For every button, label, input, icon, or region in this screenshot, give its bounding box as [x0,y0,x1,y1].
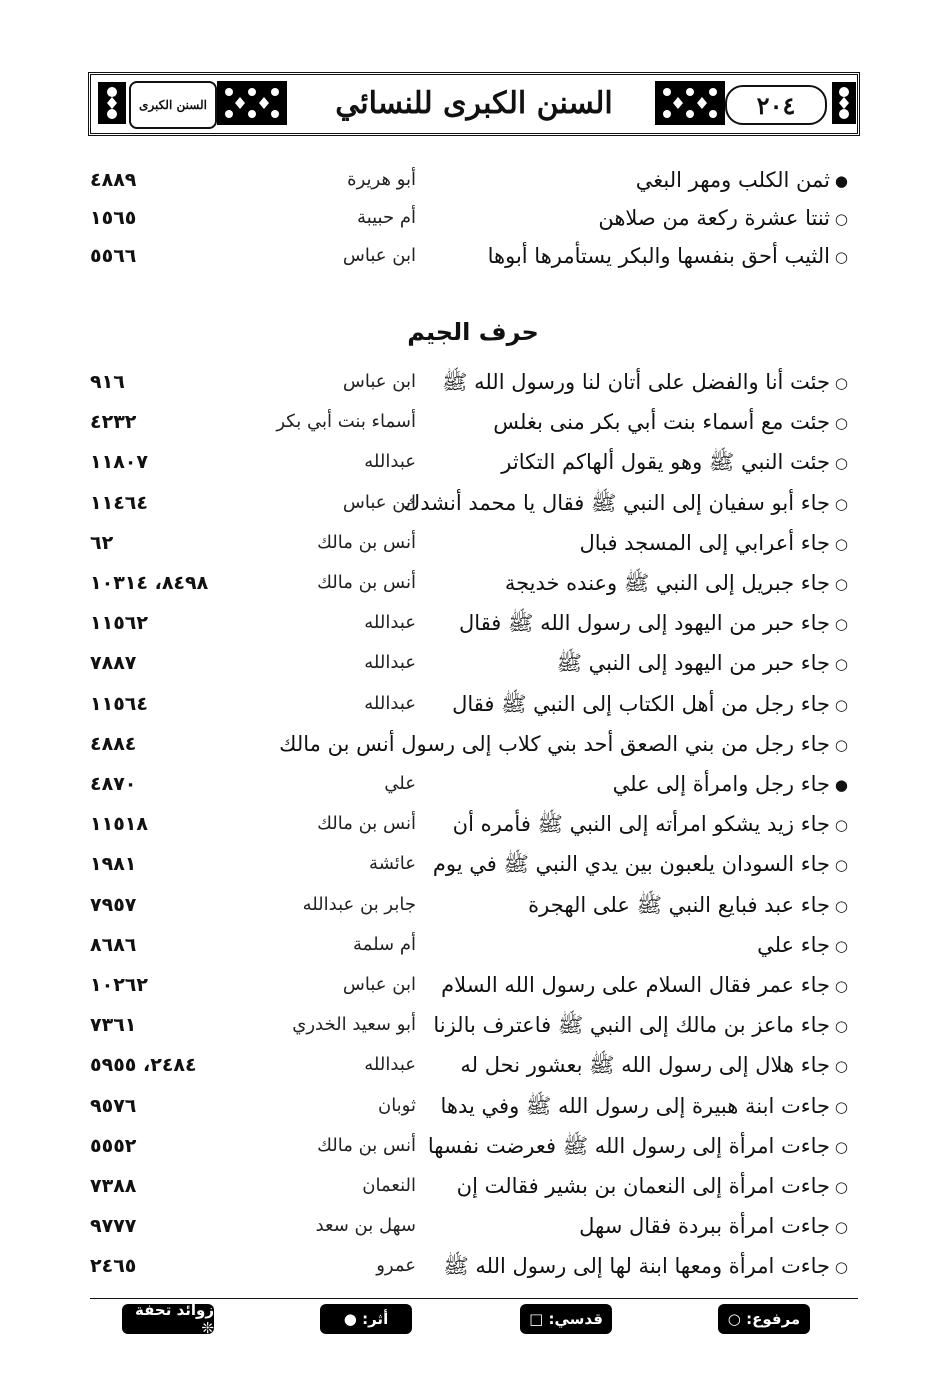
legend-zawaid: زوائد تحفة ❊ [122,1304,214,1334]
narrator: النعمان [362,1175,416,1196]
hadith-text: الثيب أحق بنفسها والبكر يستأمرها أبوها [487,244,830,268]
bullet-icon: ● [834,776,848,794]
hadith-text: جاءت ابنة هبيرة إلى رسول الله ﷺ وفي يدها [440,1094,830,1118]
narrator: أنس بن مالك [317,572,416,593]
bullet-icon: ○ [834,414,848,432]
bullet-icon: ○ [834,1258,848,1276]
reference-number: ٥٥٦٦ [90,245,137,267]
section-heading: حرف الجيم [407,318,539,346]
bullet-icon: ○ [834,374,848,392]
bullet-icon: ○ [834,454,848,472]
hadith-text: جاء حبر من اليهود إلى رسول الله ﷺ فقال [459,611,830,635]
narrator: سهل بن سعد [315,1215,416,1236]
ornament-right-inner [655,81,725,125]
hadith-text: جاءت امرأة ببردة فقال سهل [579,1214,830,1238]
narrator: ابن عباس [342,245,416,266]
reference-number: ٤٢٣٢ [90,411,137,433]
hadith-text: جاء هلال إلى رسول الله ﷺ بعشور نحل له [460,1053,830,1077]
reference-number: ٨٤٩٨، ١٠٣١٤ [90,572,209,594]
hadith-text: جاء عمر فقال السلام على رسول الله السلام [441,973,830,997]
hadith-text: جاء أعرابي إلى المسجد فبال [579,531,830,555]
hadith-text: جاءت امرأة إلى النعمان بن بشير فقالت إن [456,1174,830,1198]
narrator: ابن عباس [342,371,416,392]
list-item [0,238,946,274]
list-item [0,1047,946,1083]
bullet-icon: ● [834,172,848,190]
hadith-text: جاءت امرأة إلى رسول الله ﷺ فعرضت نفسها [427,1134,830,1158]
legend-marfu: مرفوع: ○ [718,1304,810,1334]
narrator: أسماء بنت أبي بكر [276,411,416,432]
ornament-right [831,81,857,125]
bullet-icon: ○ [834,615,848,633]
narrator: عبدالله [364,451,416,472]
bullet-icon: ○ [834,1057,848,1075]
reference-number: ٨٦٨٦ [90,934,137,956]
book-seal [129,81,217,129]
hadith-text: جئت أنا والفضل على أتان لنا ورسول الله ﷺ [442,370,830,394]
list-item [0,1248,946,1284]
bullet-icon: ○ [834,937,848,955]
bullet-icon: ○ [834,210,848,228]
list-item [0,162,946,198]
reference-number: ١٠٢٦٢ [90,974,148,996]
hadith-text: جاء زيد يشكو امرأته إلى النبي ﷺ فأمره أن [452,812,830,836]
hadith-text: جئت مع أسماء بنت أبي بكر منى بغلس [493,410,830,434]
hadith-text: ثنتا عشرة ركعة من صلاهن [598,206,830,230]
hadith-text: جاء ماعز بن مالك إلى النبي ﷺ فاعترف بالزنا [433,1013,830,1037]
hadith-text: جاء أبو سفيان إلى النبي ﷺ فقال يا محمد أنشدك [402,491,830,515]
reference-number: ١١٥٦٢ [90,612,148,634]
bullet-icon: ○ [834,856,848,874]
bullet-icon: ○ [834,1138,848,1156]
narrator: جابر بن عبدالله [302,894,416,915]
narrator: ثوبان [377,1095,416,1116]
bullet-icon: ○ [834,495,848,513]
reference-number: ٧٣٨٨ [90,1175,137,1197]
reference-number: ٧٣٦١ [90,1014,137,1036]
list-item [0,525,946,561]
bullet-icon: ○ [834,575,848,593]
seal-text: السنن الكبرى [139,97,207,112]
reference-number: ٩٧٧٧ [90,1215,137,1237]
narrator: عمرو [376,1255,416,1276]
hadith-text: جاءت امرأة ومعها ابنة لها إلى رسول الله ﷺ [443,1254,830,1278]
narrator: عبدالله [364,693,416,714]
list-item [0,364,946,400]
reference-number: ٧٨٨٧ [90,652,137,674]
reference-number: ٩٥٧٦ [90,1095,137,1117]
list-item [0,846,946,882]
bullet-icon: ○ [834,1218,848,1236]
narrator: أم سلمة [353,934,416,955]
reference-number: ٩١٦ [90,371,125,393]
narrator: عبدالله [364,612,416,633]
list-item [0,967,946,1003]
ornament-left [97,81,127,125]
reference-number: ٤٨٨٩ [90,169,137,191]
reference-number: ٧٩٥٧ [90,894,137,916]
narrator: أبو سعيد الخدري [292,1014,416,1035]
narrator: عائشة [369,853,416,874]
list-item [0,766,946,802]
list-item [0,1168,946,1204]
bullet-icon: ○ [834,736,848,754]
list-item [0,485,946,521]
page-number-text: ٢٠٤ [756,90,796,120]
narrator: أنس بن مالك [317,1135,416,1156]
reference-number: ٦٢ [90,532,114,554]
bullet-icon: ○ [834,535,848,553]
narrator: علي [384,773,416,794]
hadith-text: جاء جبريل إلى النبي ﷺ وعنده خديجة [504,571,830,595]
list-item [0,200,946,236]
narrator: أبو هريرة [347,169,416,190]
hadith-text: جاء حبر من اليهود إلى النبي ﷺ [556,651,830,675]
list-item [0,726,946,762]
bullet-icon: ○ [834,1178,848,1196]
list-item [0,444,946,480]
narrator: عبدالله [364,652,416,673]
list-item [0,1088,946,1124]
list-item [0,1128,946,1164]
hadith-text: جاء رجل من بني الصعق أحد بني كلاب إلى رسول أنس بن مالك [279,732,830,756]
reference-number: ١٥٦٥ [90,207,137,229]
narrator: ابن عباس [342,492,416,513]
reference-number: ١١٥١٨ [90,813,148,835]
bullet-icon: ○ [834,696,848,714]
narrator: أم حبيبة [357,207,416,228]
bullet-icon: ○ [834,1017,848,1035]
list-item [0,1208,946,1244]
hadith-text: جاء عبد فبايع النبي ﷺ على الهجرة [528,893,830,917]
page-header [88,72,860,136]
legend-qudsi: قدسي: □ [520,1304,612,1334]
hadith-text: جئت النبي ﷺ وهو يقول ألهاكم التكاثر [501,450,830,474]
list-item [0,645,946,681]
reference-number: ١٩٨١ [90,853,137,875]
list-item [0,686,946,722]
list-item [0,1007,946,1043]
ornament-left-inner [217,81,287,125]
book-title: السنن الكبرى للنسائي [335,85,613,121]
narrator: أنس بن مالك [317,813,416,834]
reference-number: ٤٨٨٤ [90,733,137,755]
reference-number: ١١٥٦٤ [90,693,148,715]
legend-athar: أثر: ● [320,1304,412,1334]
hadith-text: ثمن الكلب ومهر البغي [635,168,830,192]
hadith-text: جاء رجل من أهل الكتاب إلى النبي ﷺ فقال [452,692,830,716]
list-item [0,927,946,963]
reference-number: ١١٨٠٧ [90,451,148,473]
footer-divider [90,1298,858,1299]
list-item [0,806,946,842]
list-item [0,605,946,641]
reference-number: ١١٤٦٤ [90,492,148,514]
bullet-icon: ○ [834,816,848,834]
bullet-icon: ○ [834,977,848,995]
bullet-icon: ○ [834,897,848,915]
bullet-icon: ○ [834,1098,848,1116]
reference-number: ٤٨٧٠ [90,773,137,795]
narrator: أنس بن مالك [317,532,416,553]
reference-number: ٢٤٦٥ [90,1255,137,1277]
reference-number: ٥٥٥٢ [90,1135,137,1157]
reference-number: ٢٤٨٤، ٥٩٥٥ [90,1054,197,1076]
list-item [0,887,946,923]
list-item [0,404,946,440]
hadith-text: جاء رجل وامرأة إلى علي [612,772,830,796]
narrator: عبدالله [364,1054,416,1075]
bullet-icon: ○ [834,248,848,266]
list-item [0,565,946,601]
narrator: ابن عباس [342,974,416,995]
hadith-text: جاء السودان يلعبون بين يدي النبي ﷺ في يوم [432,852,830,876]
page-number [725,85,827,125]
bullet-icon: ○ [834,655,848,673]
hadith-text: جاء علي [757,933,830,957]
